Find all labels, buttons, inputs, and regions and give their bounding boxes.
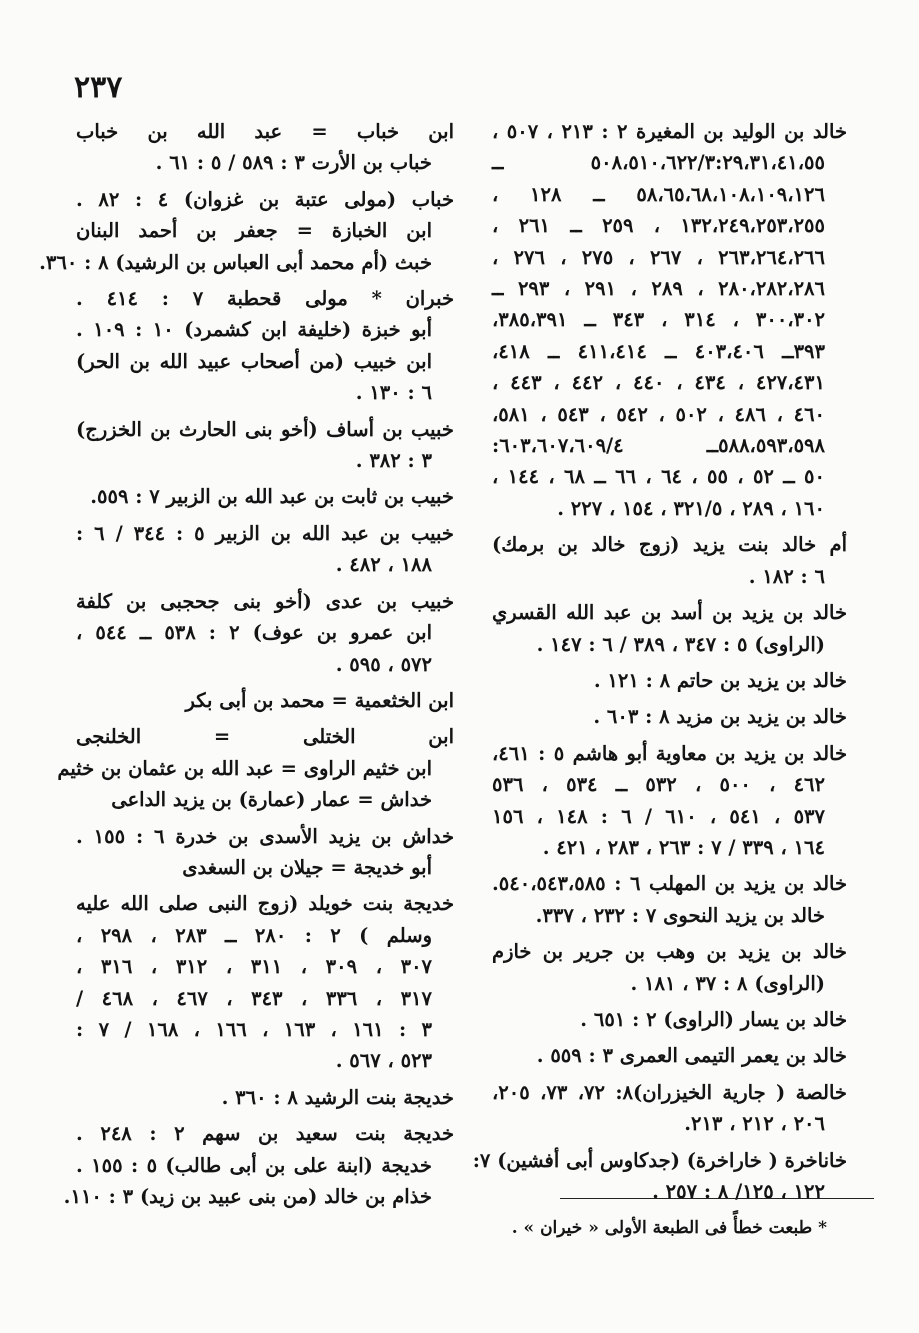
index-entry-line: خالد بن يسار (الراوى) ٢ : ٦٥١ . bbox=[580, 1007, 847, 1031]
index-entry bbox=[492, 738, 847, 864]
index-entry bbox=[76, 1082, 454, 1113]
index-entry-line: خالد بن يزيد النحوى ٧ : ٢٣٢ ، ٣٣٧. bbox=[535, 903, 825, 927]
index-entry-line: خديجة بنت سعيد بن سهم ٢ : ٢٤٨ . bbox=[76, 1122, 454, 1146]
index-entry-line: أبو خبزة (خليفة ابن كشمرد) ١٠ : ١٠٩ . bbox=[76, 318, 433, 342]
index-entry-line: ٥٢٣ ، ٥٦٧ . bbox=[335, 1049, 432, 1073]
index-entry-line: خبيب بن عدى (أخو بنى جحجبى بن كلفة bbox=[76, 589, 454, 613]
index-entry-line: خالد بن يعمر التيمى العمرى ٣ : ٥٥٩ . bbox=[536, 1044, 847, 1068]
index-entry-line: ٤٢٧،٤٣١ ، ٤٣٤ ، ٤٤٠ ، ٤٤٢ ، ٤٤٣ ، bbox=[492, 371, 825, 395]
index-entry-line: خذام بن خالد (من بنى عبيد بن زيد) ٣ : ١١٠. bbox=[63, 1185, 432, 1208]
index-entry-line: أم خالد بنت يزيد (زوج خالد بن برمك) bbox=[492, 533, 847, 557]
index-entry-line: خباب بن الأرت ٣ : ٥٨٩ / ٥ : ٦١ . bbox=[155, 151, 432, 175]
index-entry-line: ابن الختلى = الخلنجى bbox=[76, 725, 454, 749]
index-entry-line: خديجة بنت الرشيد ٨ : ٣٦٠ . bbox=[221, 1085, 454, 1109]
index-entry-line: ابن خثيم الراوى = عبد الله بن عثمان بن خثيم bbox=[57, 756, 432, 780]
index-entry bbox=[76, 116, 454, 179]
index-entry bbox=[76, 888, 454, 1076]
index-entry-line: خبيب بن أساف (أخو بنى الحارث بن الخزرج) bbox=[76, 417, 454, 441]
index-entry-line: خالصة ( جارية الخيزران)٨: ٧٢، ٧٣، ٢٠٥، bbox=[492, 1080, 847, 1104]
index-entry-line: (الراوى) ٨ : ٣٧ ، ١٨١ . bbox=[630, 971, 825, 995]
index-entry-line: خالد بن يزيد بن مزيد ٨ : ٦٠٣ . bbox=[593, 705, 847, 729]
index-entry-line: خباب (مولى عتبة بن غزوان) ٤ : ٨٢ . bbox=[76, 187, 455, 211]
index-entry-line: أبو خديجة = جيلان بن السغدى bbox=[182, 855, 432, 879]
index-entry-line: ابن الخبازة = جعفر بن أحمد البنان bbox=[76, 219, 432, 243]
index-entry-line: ١٨٨ ، ٤٨٢ . bbox=[335, 553, 432, 577]
index-entry bbox=[76, 685, 454, 716]
index-entry bbox=[76, 481, 454, 512]
index-entry-line: خالد بن يزيد بن حاتم ٨ : ١٢١ . bbox=[593, 668, 847, 692]
index-entry-line: خديجة (ابنة على بن أبى طالب) ٥ : ١٥٥ . bbox=[76, 1153, 432, 1177]
index-entry bbox=[76, 414, 454, 477]
index-entry-line: ٥٠ ــ ٥٢ ، ٥٥ ، ٦٤ ، ٦٦ ــ ٦٨ ، ١٤٤ ، bbox=[492, 465, 825, 489]
index-entry bbox=[76, 821, 454, 884]
index-entry-line: ٣١٧ ، ٣٣٦ ، ٣٤٣ ، ٤٦٧ ، ٤٦٨ / bbox=[76, 986, 432, 1010]
index-entry-line: ابن خبيب (من أصحاب عبيد الله بن الحر) bbox=[76, 349, 432, 373]
index-entry bbox=[492, 1077, 847, 1140]
index-entry-line: خديجة بنت خويلد (زوج النبى صلى الله عليه bbox=[76, 892, 454, 916]
index-entry bbox=[76, 283, 454, 409]
index-entry-line: ابن الخثعمية = محمد بن أبى بكر bbox=[185, 688, 454, 712]
index-column-right bbox=[472, 116, 848, 1207]
index-entry-line: خداش = عمار (عمارة) بن يزيد الداعى bbox=[111, 788, 432, 812]
index-entry bbox=[76, 518, 454, 581]
index-entry bbox=[492, 1040, 847, 1071]
index-entry-line: ٣ : ١٦١ ، ١٦٣ ، ١٦٦ ، ١٦٨ / ٧ : bbox=[76, 1017, 433, 1041]
index-entry bbox=[492, 701, 847, 732]
index-entry-line: خبيب بن عبد الله بن الزبير ٥ : ٣٤٤ / ٦ : bbox=[76, 521, 454, 545]
index-entry-line: خالد بن يزيد بن وهب بن جرير بن خازم bbox=[492, 940, 847, 964]
index-entry bbox=[492, 529, 847, 592]
index-entry-line: ١٦٠ ، ٢٨٩ ، ٣٢١/٥ ، ١٥٤ ، ٢٢٧ . bbox=[557, 496, 825, 520]
index-entry-line: ٤٦٢ ، ٥٠٠ ، ٥٣٢ ــ ٥٣٤ ، ٥٣٦ bbox=[492, 773, 825, 797]
index-entry bbox=[492, 597, 847, 660]
index-entry-line: ٤٦٠ ، ٤٨٦ ، ٥٠٢ ، ٥٤٢ ، ٥٤٣ ، ٥٨١، bbox=[492, 402, 826, 426]
index-entry-line: ٥٨،٦٥،٦٨،١٠٨،١٠٩،١٢٦ ــ ١٢٨ ، bbox=[492, 182, 825, 206]
index-entry bbox=[63, 1118, 454, 1212]
index-entry-line: (الراوى) ٥ : ٣٤٧ ، ٣٨٩ / ٦ : ١٤٧ . bbox=[536, 632, 825, 656]
footnote-divider bbox=[560, 1198, 874, 1199]
index-column-left bbox=[39, 116, 455, 1212]
index-entry-line: ٥٣٧ ، ٥٤١ ، ٦١٠ / ٦ : ١٤٨ ، ١٥٦ bbox=[492, 804, 825, 828]
index-entry bbox=[492, 116, 847, 524]
index-entry-line: ٢٦٣،٢٦٤،٢٦٦ ، ٢٦٧ ، ٢٧٥ ، ٢٧٦ ، bbox=[492, 245, 826, 269]
index-entry bbox=[492, 868, 847, 931]
index-entry bbox=[57, 721, 454, 815]
index-entry-line: ٦ : ١٨٢ . bbox=[748, 564, 825, 588]
index-entry bbox=[492, 665, 847, 696]
index-entry-line: ٣٩٣ــ ٤٠٣،٤٠٦ ــ ٤١١،٤١٤ ــ ٤١٨، bbox=[492, 339, 825, 363]
index-entry-line: ٥٠٨،٥١٠،٦٢٢/٣:٢٩،٣١،٤١،٥٥ ــ bbox=[492, 151, 825, 175]
index-entry-line: ٥٨٨،٥٩٣،٥٩٨ــ ٦٠٣،٦٠٧،٦٠٩/٤: bbox=[492, 434, 825, 458]
index-entry-line: ٢٨٠،٢٨٢،٢٨٦ ، ٢٨٩ ، ٢٩١ ، ٢٩٣ ــ bbox=[492, 277, 825, 301]
index-entry-line: ابن عمرو بن عوف) ٢ : ٥٣٨ ــ ٥٤٤ ، bbox=[76, 621, 432, 645]
index-entry-line: ابن خباب = عبد الله بن خباب bbox=[76, 120, 454, 143]
index-entry-line: خبث (أم محمد أبى العباس بن الرشيد) ٨ : ٣٦٠. bbox=[39, 250, 432, 274]
index-entry-line: خالد بن يزيد بن أسد بن عبد الله القسري bbox=[492, 601, 847, 625]
index-entry-line: خالد بن الوليد بن المغيرة ٢ : ٢١٣ ، ٥٠٧ ، bbox=[492, 120, 847, 143]
index-entry-line: ٦ : ١٣٠ . bbox=[355, 381, 432, 405]
index-entry-line: خبيب بن ثابت بن عبد الله بن الزبير ٧ : ٥٥٩. bbox=[90, 485, 454, 509]
index-entry-line: ٣٠٧ ، ٣٠٩ ، ٣١١ ، ٣١٢ ، ٣١٦ ، bbox=[76, 955, 433, 979]
index-entry-line: ١٣٢،٢٤٩،٢٥٣،٢٥٥ ، ٢٥٩ ــ ٢٦١ ، bbox=[492, 214, 825, 238]
index-entry-line: خبران * مولى قحطبة ٧ : ٤١٤ . bbox=[76, 287, 455, 311]
index-entry bbox=[76, 586, 454, 680]
index-entry-line: خداش بن يزيد الأسدى بن خدرة ٦ : ١٥٥ . bbox=[76, 824, 454, 848]
index-entry bbox=[492, 1004, 847, 1035]
index-entry-line: خالد بن يزيد بن المهلب ٦ : ٥٤٠،٥٤٣،٥٨٥. bbox=[492, 872, 848, 896]
index-entry bbox=[492, 936, 847, 999]
index-entry-line: خاناخرة ( خاراخرة) (جدكاوس أبى أفشين) ٧: bbox=[472, 1148, 847, 1172]
index-entry-line: ١٢٢ ، ١٢٥/ ٨ : ٢٥٧ . bbox=[652, 1180, 825, 1203]
index-entry-line: ٣٠٠،٣٠٢ ، ٣١٤ ، ٣٤٣ ــ ٣٨٥،٣٩١، bbox=[492, 308, 826, 332]
index-entry bbox=[39, 184, 455, 278]
index-entry-line: ٢٠٦ ، ٢١٢ ، ٢١٣. bbox=[684, 1112, 825, 1136]
index-entry-line: ٣ : ٣٨٢ . bbox=[355, 449, 432, 473]
footnote: * طبعت خطأً فى الطبعة الأولى « خيران » . bbox=[511, 1218, 827, 1238]
index-entry-line: ١٦٤ ، ٣٣٩ / ٧ : ٢٦٣ ، ٢٨٣ ، ٤٢١ . bbox=[542, 835, 825, 859]
index-entry-line: وسلم ) ٢ : ٢٨٠ ــ ٢٨٣ ، ٢٩٨ ، bbox=[76, 923, 432, 947]
index-entry-line: ٥٧٢ ، ٥٩٥ . bbox=[335, 652, 432, 676]
page-number: ٢٣٧ bbox=[74, 70, 123, 105]
index-entry-line: خالد بن يزيد بن معاوية أبو هاشم ٥ : ٤٦١، bbox=[492, 741, 848, 765]
